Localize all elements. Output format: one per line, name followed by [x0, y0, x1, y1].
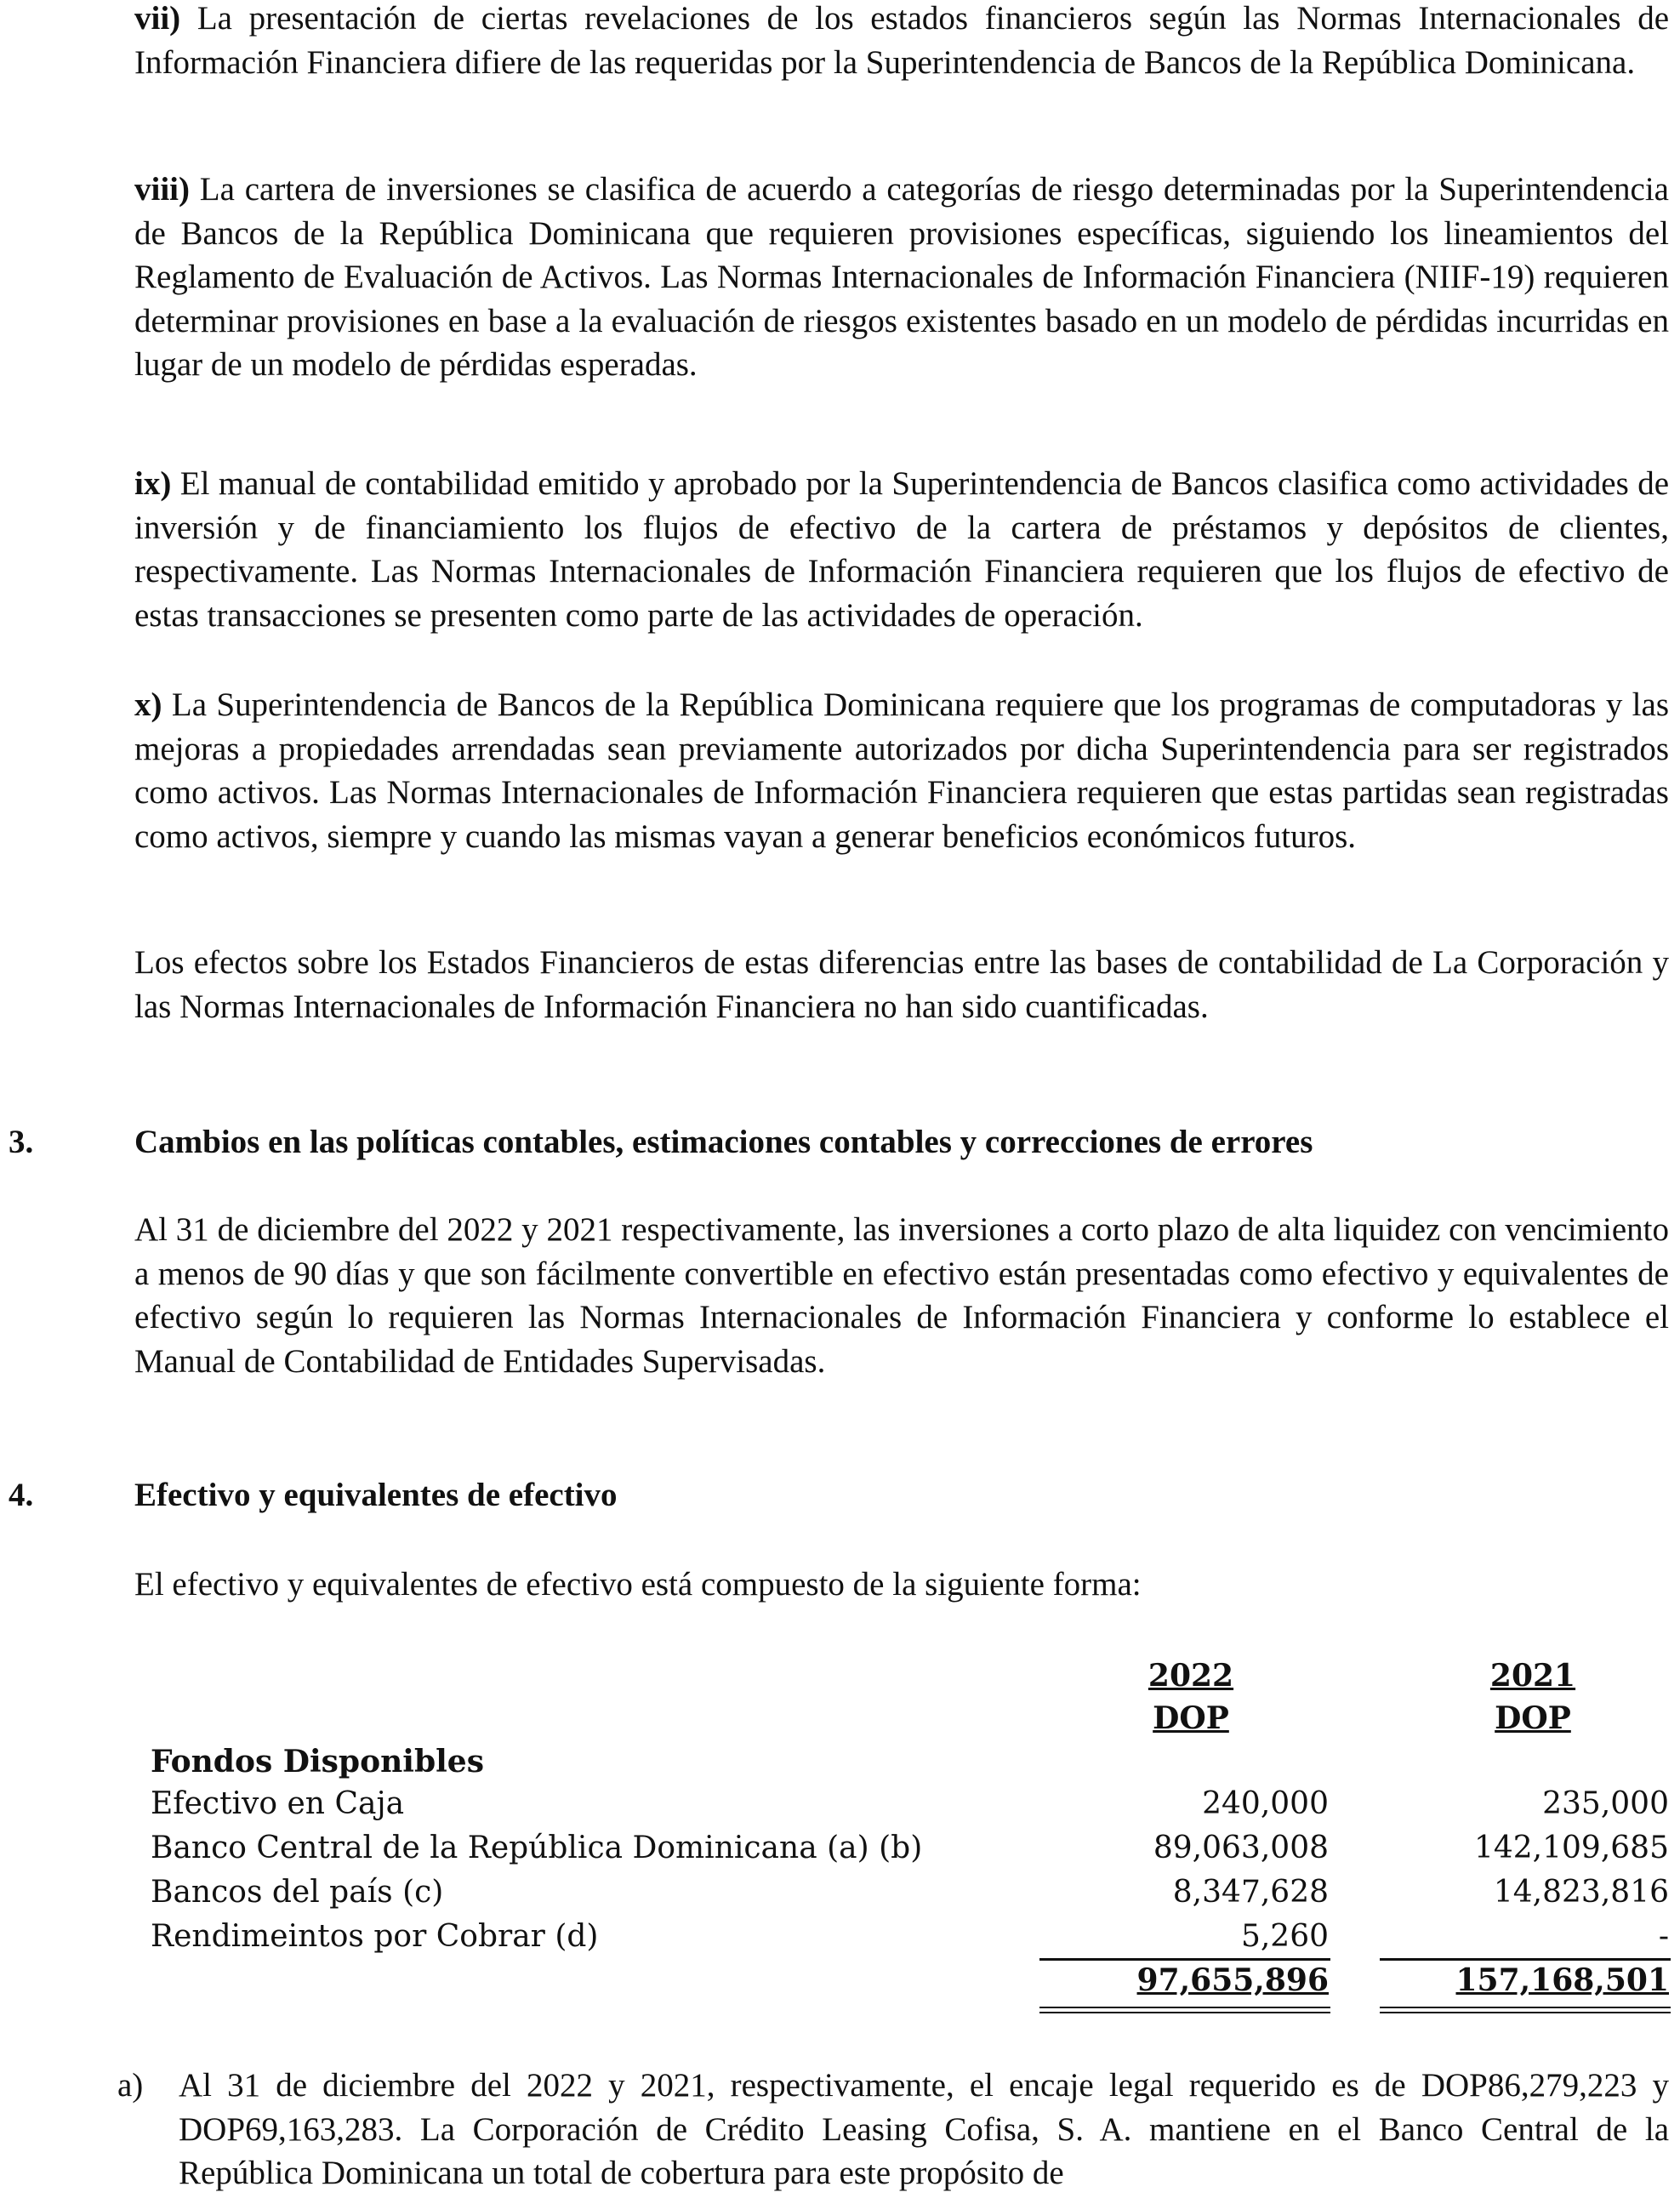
table-row-value-2021: 142,109,685	[1473, 1831, 1669, 1865]
paragraph-vii-label: vii)	[134, 0, 181, 37]
paragraph-ix-label: ix)	[134, 465, 172, 502]
group-label: Fondos Disponibles	[151, 1744, 484, 1779]
column-2021-currency: DOP	[1495, 1700, 1571, 1736]
table-row-value-2022: 8,347,628	[1172, 1875, 1329, 1910]
table-row-label: Efectivo en Caja	[151, 1786, 405, 1821]
column-2022-currency: DOP	[1153, 1700, 1229, 1736]
total-double-rule-2021-bottom	[1380, 2012, 1671, 2013]
section-4-intro: El efectivo y equivalentes de efectivo está compuesto de la siguiente forma:	[134, 1566, 1142, 1603]
paragraph-effects: Los efectos sobre los Estados Financieros de estas diferencias entre las bases de contabilidad de La Corporación y las Normas Internacionales de Información Financiera no han sido cuantificadas.	[134, 944, 1669, 1025]
table-row-value-2021: -	[1658, 1919, 1669, 1954]
total-2021: 157,168,501	[1455, 1962, 1669, 1998]
column-2022-year: 2022	[1148, 1658, 1234, 1694]
paragraph-ix	[134, 462, 1669, 637]
section-4-number: 4.	[9, 1477, 34, 1513]
column-2021-year: 2021	[1489, 1658, 1576, 1694]
section-3-text: Al 31 de diciembre del 2022 y 2021 respectivamente, las inversiones a corto plazo de alta liquidez con vencimiento a menos de 90 días y que son fácilmente convertible en efectivo están presentadas como efectivo y equivalentes de efectivo según lo requieren las Normas Internacionales de Información Financiera y conforme lo establece el Manual de Contabilidad de Entidades Supervisadas.	[134, 1211, 1669, 1380]
paragraph-viii-text: La cartera de inversiones se clasifica de acuerdo a categorías de riesgo determinadas por la Superintendencia de Bancos de la República Dominicana que requieren provisiones específicas, siguiendo los lineamientos del Reglamento de Evaluación de Activos. Las Normas Internacionales de Información Financiera (NIIF-19) requieren determinar provisiones en base a la evaluación de riesgos existentes basado en un modelo de pérdidas incurridas en lugar de un modelo de pérdidas esperadas.	[134, 171, 1669, 383]
total-double-rule-2022-bottom	[1039, 2012, 1330, 2013]
paragraph-viii	[134, 168, 1669, 387]
paragraph-vii	[134, 0, 1669, 84]
paragraph-viii-label: viii)	[134, 171, 190, 208]
table-row-label: Rendimeintos por Cobrar (d)	[151, 1919, 599, 1954]
table-row-label: Banco Central de la República Dominicana (a) (b)	[151, 1831, 923, 1865]
table-row-value-2021: 14,823,816	[1493, 1875, 1669, 1910]
footnote-a-label: a)	[117, 2067, 144, 2104]
paragraph-ix-text: El manual de contabilidad emitido y aprobado por la Superintendencia de Bancos clasifica como actividades de inversión y de financiamiento los flujos de efectivo de la cartera de préstamos y depósitos de clientes, respectivamente. Las Normas Internacionales de Información Financiera requieren que los flujos de efectivo de estas transacciones se presenten como parte de las actividades de operación.	[134, 465, 1669, 634]
total-2022: 97,655,896	[1136, 1962, 1329, 1998]
paragraph-x-text: La Superintendencia de Bancos de la República Dominicana requiere que los programas de computadoras y las mejoras a propiedades arrendadas sean previamente autorizados por dicha Superintendencia para ser registrados como activos. Las Normas Internacionales de Información Financiera requieren que estas partidas sean registradas como activos, siempre y cuando las mismas vayan a generar beneficios económicos futuros.	[134, 686, 1670, 855]
footnote-a-text: Al 31 de diciembre del 2022 y 2021, respectivamente, el encaje legal requerido es de DOP86,279,223 y DOP69,163,283. La Corporación de Crédito Leasing Cofisa, S. A. mantiene en el Banco Central de la República Dominicana un total de cobertura para este propósito de	[179, 2067, 1669, 2191]
table-row-value-2022: 89,063,008	[1153, 1831, 1329, 1865]
paragraph-x-label: x)	[134, 686, 162, 723]
table-row-value-2022: 5,260	[1240, 1919, 1329, 1954]
table-row-value-2022: 240,000	[1202, 1786, 1329, 1821]
section-3-number: 3.	[9, 1124, 34, 1160]
total-double-rule-2022-top	[1039, 2007, 1330, 2008]
total-double-rule-2021-top	[1380, 2007, 1671, 2008]
section-3-title: Cambios en las políticas contables, estimaciones contables y correcciones de errores	[134, 1124, 1313, 1160]
table-row-label: Bancos del país (c)	[151, 1875, 444, 1910]
paragraph-vii-text: La presentación de ciertas revelaciones de los estados financieros según las Normas Internacionales de Información Financiera difiere de las requeridas por la Superintendencia de Bancos de la República Dominicana.	[134, 0, 1669, 81]
paragraph-x	[134, 683, 1669, 858]
section-4-title: Efectivo y equivalentes de efectivo	[134, 1477, 618, 1513]
table-row-value-2021: 235,000	[1542, 1786, 1669, 1821]
